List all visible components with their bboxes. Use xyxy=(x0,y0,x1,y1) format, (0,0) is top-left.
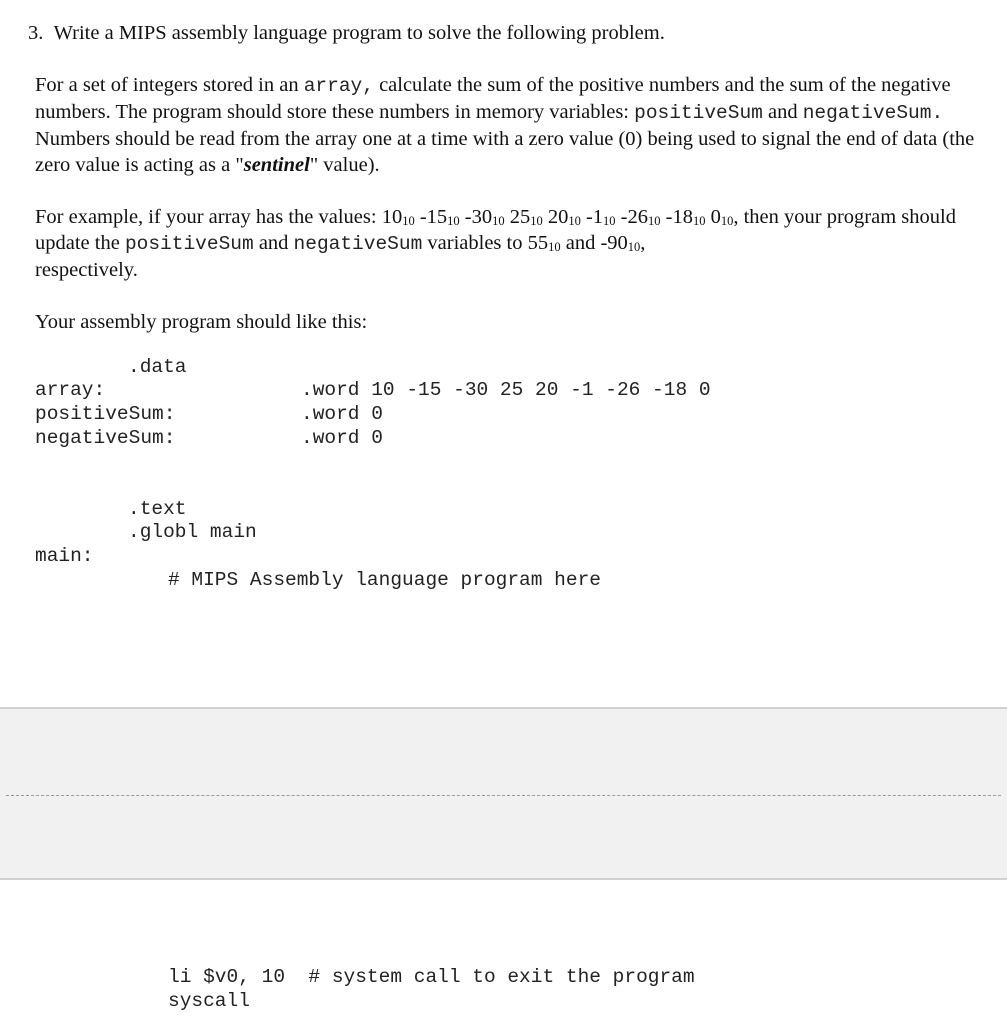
example-value: -18 xyxy=(665,206,693,228)
base-subscript: 10 xyxy=(603,214,616,228)
syscall-line: syscall xyxy=(168,990,250,1012)
negative-sum-value: .word 0 xyxy=(301,427,383,449)
array-value: .word 10 -15 -30 25 20 -1 -26 -18 0 xyxy=(301,379,711,401)
page-break-band xyxy=(0,707,1007,880)
code-positive-sum: positiveSum xyxy=(124,233,254,255)
problem-description xyxy=(35,72,997,178)
exit-syscall-line: li $v0, 10 # system call to exit the program xyxy=(168,966,695,988)
main-label: main: xyxy=(35,545,94,567)
example-paragraph xyxy=(35,204,997,283)
code-comment: # MIPS Assembly language program here xyxy=(168,569,601,591)
example-value: -15 xyxy=(419,206,448,228)
negative-sum-label: negativeSum: xyxy=(35,427,176,449)
result-positive: 55 xyxy=(527,232,549,254)
question-title: Write a MIPS assembly language program to solve the following problem. xyxy=(53,22,665,44)
base-subscript: 10 xyxy=(720,214,734,228)
intro-text-3: and xyxy=(762,101,803,123)
example-value: 0 xyxy=(710,206,721,228)
positive-sum-value: .word 0 xyxy=(301,403,383,425)
code-negative-sum: negativeSum xyxy=(293,233,423,255)
code-negative-sum: negativeSum. xyxy=(802,102,944,124)
base-subscript: 10 xyxy=(402,214,415,228)
example-text-1: , then your program should update the xyxy=(35,206,956,254)
code-positive-sum: positiveSum xyxy=(634,102,763,124)
intro-text-2: calculate the sum of the positive numbers and the sum of the negative numbers. The program should store these numbers in memory variables: xyxy=(35,74,951,123)
positive-sum-label: positiveSum: xyxy=(35,403,176,425)
example-text-4: respectively. xyxy=(35,259,138,281)
example-text-3: , xyxy=(640,232,646,254)
text-directive: .text xyxy=(128,498,187,520)
base-subscript: 10 xyxy=(492,214,505,228)
intro-text-4: Numbers should be read from the array one at a time with a zero value (0) being used to signal the end of data (the zero value is acting as a " xyxy=(35,128,975,176)
data-directive: .data xyxy=(128,356,187,378)
example-text-2: variables to xyxy=(422,232,528,254)
example-value: -1 xyxy=(585,206,604,228)
example-values xyxy=(382,206,734,228)
intro-text-1: For a set of integers stored in an xyxy=(35,74,304,96)
result-negative: -90 xyxy=(600,232,628,254)
array-label: array: xyxy=(35,379,106,401)
base-subscript: 10 xyxy=(530,214,543,228)
example-text-and-2: and xyxy=(560,232,601,254)
globl-directive: .globl main xyxy=(128,521,257,543)
example-value: 10 xyxy=(381,206,403,228)
example-text-and: and xyxy=(253,232,294,254)
base-subscript: 10 xyxy=(548,240,561,254)
base-subscript: 10 xyxy=(692,214,706,228)
lead-in-text: Your assembly program should like this: xyxy=(35,311,368,333)
base-subscript: 10 xyxy=(568,214,581,228)
intro-text-5: " value). xyxy=(309,154,380,176)
question-number: 3. xyxy=(28,22,44,44)
example-value: -30 xyxy=(464,206,493,228)
example-lead: For example, if your array has the values: xyxy=(35,206,382,228)
example-value: 25 xyxy=(509,206,531,228)
page-break-dashed-line xyxy=(6,795,1001,796)
sentinel-term: sentinel xyxy=(243,154,310,176)
base-subscript: 10 xyxy=(648,214,661,228)
base-subscript: 10 xyxy=(627,240,641,254)
base-subscript: 10 xyxy=(447,214,460,228)
code-array: array, xyxy=(303,75,374,97)
question-heading xyxy=(28,20,665,46)
example-value: 20 xyxy=(547,206,569,228)
example-value: -26 xyxy=(620,206,648,228)
